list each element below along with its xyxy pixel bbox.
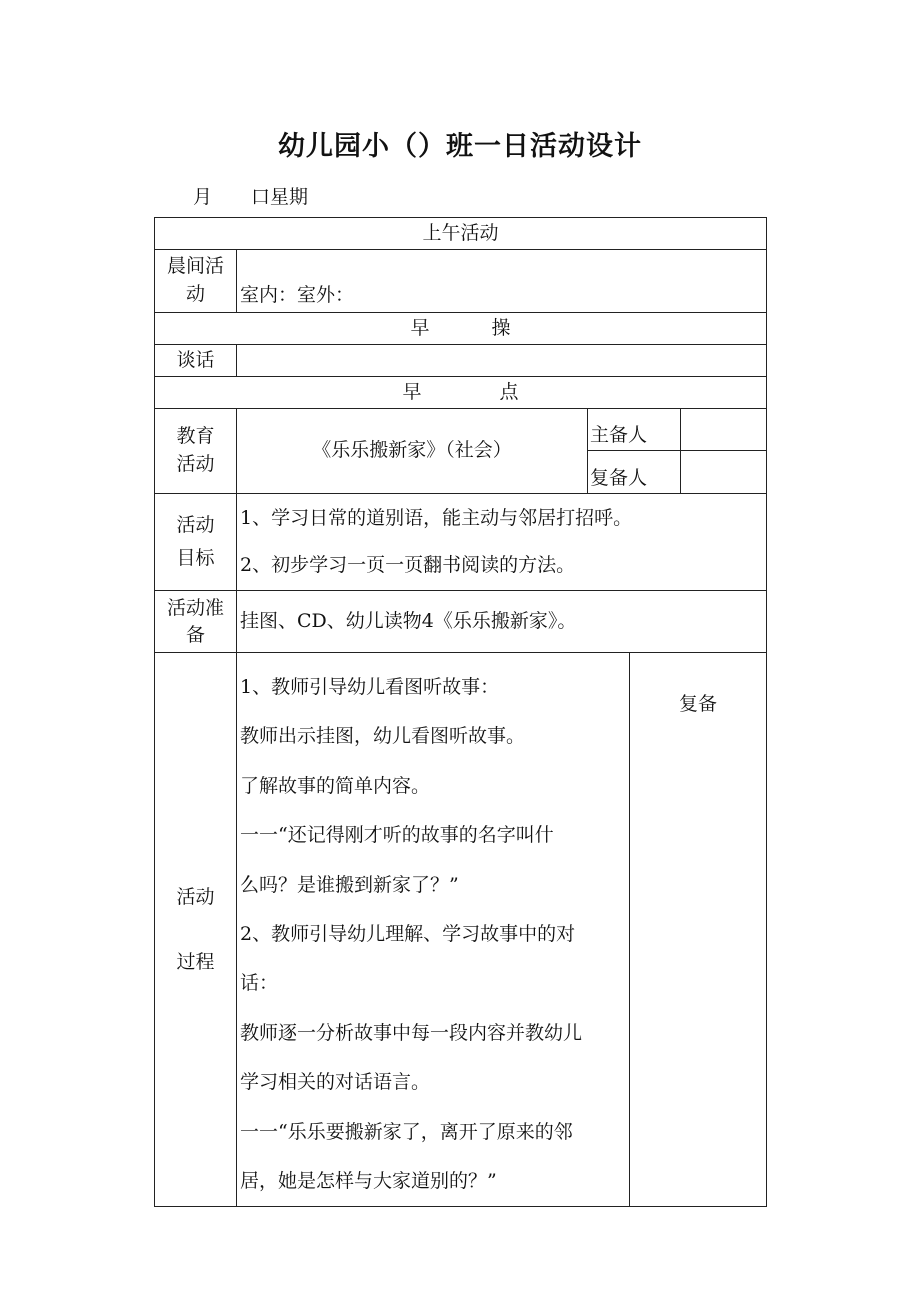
weekday-label: 口星期 [251, 186, 309, 208]
morning-snack-char1: 早 [402, 380, 422, 403]
morning-snack-char2: 点 [499, 380, 519, 403]
morning-time-label-line1: 晨间活 [166, 255, 224, 278]
morning-snack-row [155, 377, 767, 409]
preparation-label-line1: 活动准 [166, 596, 224, 619]
date-line [193, 182, 308, 209]
review-column: 复备 [630, 653, 767, 1207]
process-line: 教师出示挂图，幼儿看图听故事。 [240, 725, 526, 748]
co-preparer-label: 复备人 [588, 451, 681, 494]
month-label: 月 [193, 186, 213, 208]
goals-label [155, 494, 237, 591]
education-activity-name: 《乐乐搬新家》（社会） [237, 409, 588, 494]
process-label-line2: 过程 [176, 950, 215, 973]
goals-content [237, 494, 767, 591]
talk-content [237, 345, 767, 377]
process-label-line1: 活动 [176, 886, 215, 909]
preparation-label [155, 591, 237, 653]
co-preparer-value [681, 451, 767, 494]
goals-label-line1: 活动 [176, 513, 215, 536]
morning-snack-header [155, 377, 767, 409]
process-line: 学习相关的对话语言。 [240, 1071, 431, 1094]
morning-time-content: 室内：室外： [237, 250, 767, 313]
goals-label-line2: 目标 [176, 547, 215, 569]
morning-time-row [155, 250, 767, 313]
process-line: 了解故事的简单内容。 [240, 774, 431, 797]
morning-activities-header: 上午活动 [155, 218, 767, 250]
education-label [155, 409, 237, 494]
process-line: 么吗？是谁搬到新家了？” [240, 873, 459, 896]
process-line: 话： [240, 972, 279, 995]
morning-time-label [155, 250, 237, 313]
preparation-label-line2: 备 [185, 623, 205, 646]
education-label-line2: 活动 [176, 453, 215, 475]
morning-exercise-header [155, 313, 767, 345]
talk-row [155, 345, 767, 377]
page-title: 幼儿园小（）班一日活动设计 [278, 131, 642, 162]
process-line: 居，她是怎样与大家道别的？” [240, 1169, 497, 1192]
process-content [237, 653, 630, 1207]
process-label [155, 653, 237, 1207]
process-line: 1、教师引导幼儿看图听故事： [240, 676, 500, 698]
main-preparer-value [681, 409, 767, 451]
talk-label: 谈话 [155, 345, 237, 377]
process-line: 一一“还记得刚才听的故事的名字叫什 [240, 824, 554, 847]
goal-item: 1、学习日常的道别语，能主动与邻居打招呼。 [240, 507, 633, 529]
process-line: 教师逐一分析故事中每一段内容并教幼儿 [240, 1021, 583, 1044]
process-row [155, 653, 767, 1207]
preparation-row [155, 591, 767, 653]
morning-exercise-row [155, 313, 767, 345]
preparation-content: 挂图、CD、幼儿读物4《乐乐搬新家》。 [237, 591, 767, 653]
morning-exercise-char1: 早 [410, 316, 430, 339]
morning-exercise-char2: 操 [491, 316, 511, 339]
morning-activities-row [155, 218, 767, 250]
main-preparer-label: 主备人 [588, 409, 681, 451]
goal-item: 2、初步学习一页一页翻书阅读的方法。 [240, 554, 576, 576]
process-line: 一一“乐乐要搬新家了，离开了原来的邻 [240, 1120, 573, 1143]
goals-row [155, 494, 767, 591]
education-label-line1: 教育 [176, 425, 215, 448]
process-line: 2、教师引导幼儿理解、学习故事中的对 [240, 922, 576, 945]
morning-time-label-line2: 动 [185, 283, 205, 305]
activity-plan-table [154, 217, 767, 1207]
education-row-1 [155, 409, 767, 451]
